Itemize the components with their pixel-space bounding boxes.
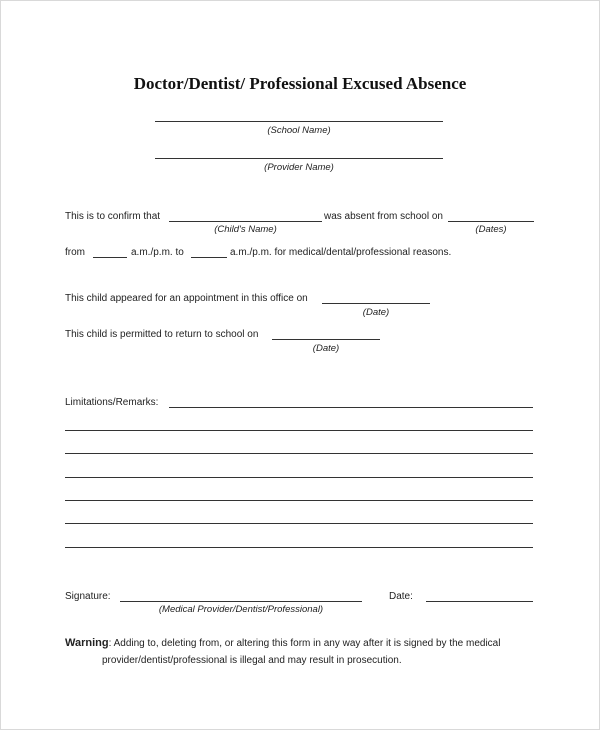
signature-date-line[interactable]: [426, 601, 533, 602]
warning-label: Warning: [65, 637, 109, 649]
confirm-middle-text: was absent from school on: [324, 211, 443, 222]
provider-name-caption: (Provider Name): [264, 162, 334, 173]
warning-text-1: : Adding to, deleting from, or altering this form in any way after it is signed by the medical: [108, 638, 501, 649]
to-time-line[interactable]: [191, 257, 227, 258]
signature-date-label: Date:: [389, 591, 413, 602]
ampm-for-text: a.m./p.m. for medical/dental/professional reasons.: [230, 247, 452, 258]
signature-line[interactable]: [120, 601, 362, 602]
limitations-line-3[interactable]: [65, 453, 533, 454]
absent-dates-caption: (Dates): [475, 224, 507, 235]
school-name-line[interactable]: [155, 121, 443, 122]
signature-label: Signature:: [65, 591, 111, 602]
limitations-line-2[interactable]: [65, 430, 533, 431]
limitations-label: Limitations/Remarks:: [65, 397, 159, 408]
confirm-prefix-text: This is to confirm that: [65, 211, 161, 222]
appointment-text: This child appeared for an appointment in this office on: [65, 293, 308, 304]
absent-dates-line[interactable]: [448, 221, 534, 222]
appointment-date-line[interactable]: [322, 303, 430, 304]
warning-text-2: provider/dentist/professional is illegal and may result in prosecution.: [102, 655, 402, 666]
return-date-caption: (Date): [312, 343, 340, 354]
signature-caption: (Medical Provider/Dentist/Professional): [158, 604, 324, 615]
return-text: This child is permitted to return to school on: [65, 329, 259, 340]
limitations-line-7[interactable]: [65, 547, 533, 548]
form-title: Doctor/Dentist/ Professional Excused Absence: [133, 74, 467, 93]
return-date-line[interactable]: [272, 339, 380, 340]
provider-name-line[interactable]: [155, 158, 443, 159]
child-name-caption: (Child's Name): [214, 224, 277, 235]
child-name-line[interactable]: [169, 221, 322, 222]
limitations-line-4[interactable]: [65, 477, 533, 478]
school-name-caption: (School Name): [267, 125, 331, 136]
warning-line-1: [65, 637, 500, 649]
ampm-to-text: a.m./p.m. to: [131, 247, 184, 258]
appointment-date-caption: (Date): [362, 307, 390, 318]
limitations-line-6[interactable]: [65, 523, 533, 524]
limitations-line-1[interactable]: [169, 407, 533, 408]
limitations-line-5[interactable]: [65, 500, 533, 501]
from-text: from: [65, 247, 85, 258]
from-time-line[interactable]: [93, 257, 127, 258]
